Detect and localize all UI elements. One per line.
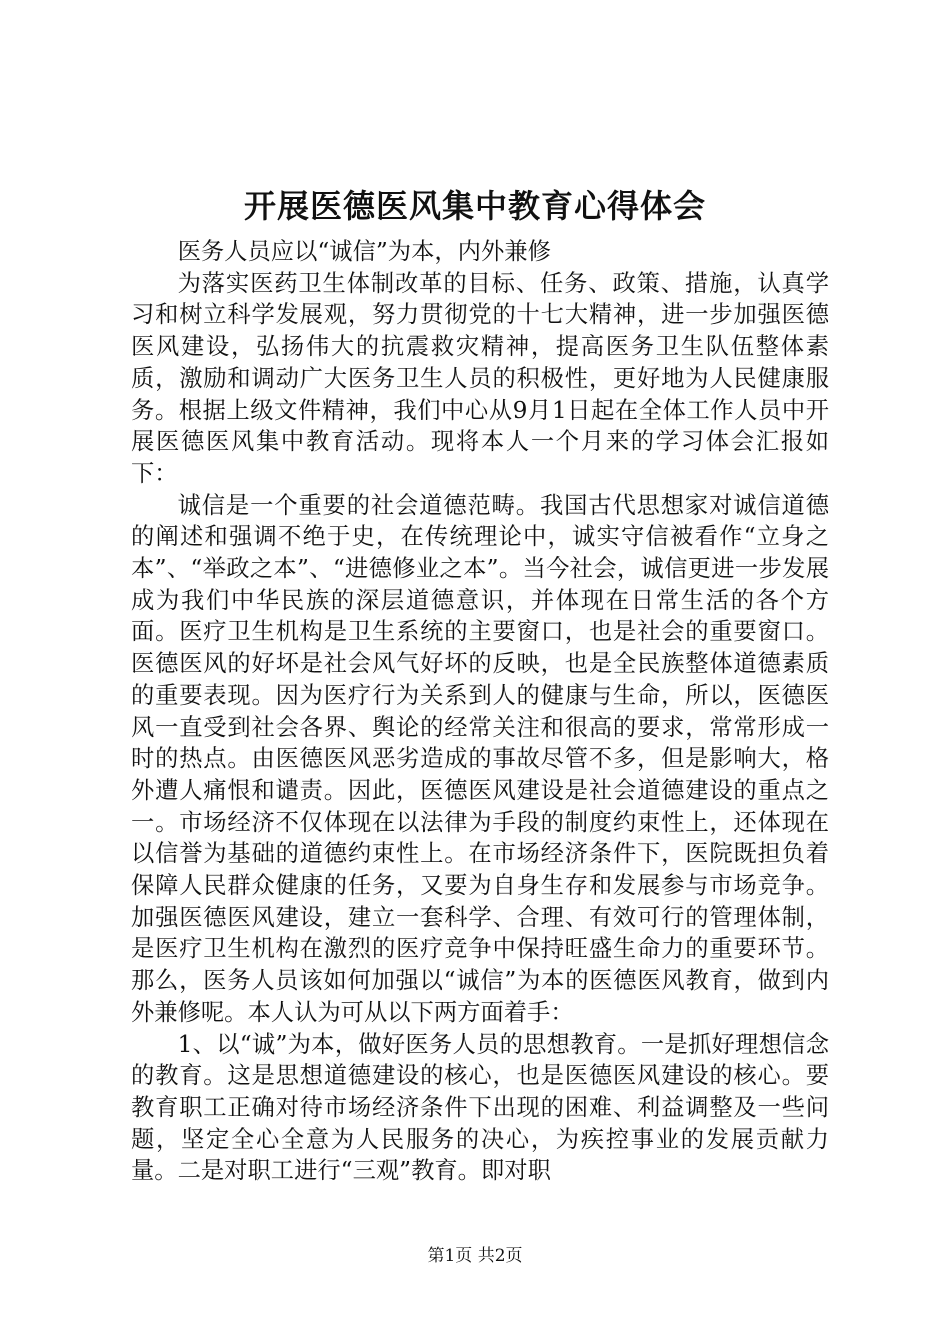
paragraph-integrity: 诚信是一个重要的社会道德范畴。我国古代思想家对诚信道德的阐述和强调不绝于史，在传统理论中，诚实守信被看作“立身之本”、“举政之本”、“进德修业之本”。当今社会，诚信更进一步发展成为我们中华民族的深层道德意识，并体现在日常生活的各个方面。医疗卫生机构是卫生系统的主要窗口，也是社会的重要窗口。医德医风的好坏是社会风气好坏的反映，也是全民族整体道德素质的重要表现。因为医疗行为关系到人的健康与生命，所以，医德医风一直受到社会各界、舆论的经常关注和很高的要求，常常形成一时的热点。由医德医风恶劣造成的事故尽管不多，但是影响大，格外遭人痛恨和谴责。因此，医德医风建设是社会道德建设的重点之一。市场经济不仅体现在以法律为手段的制度约束性上，还体现在以信誉为基础的道德约束性上。在市场经济条件下，医院既担负着保障人民群众健康的任务，又要为自身生存和发展参与市场竞争。加强医德医风建设，建立一套科学、合理、有效可行的管理体制，是医疗卫生机构在激烈的医疗竞争中保持旺盛生命力的重要环节。那么，医务人员该如何加强以“诚信”为本的医德医风教育，做到内外兼修呢。本人认为可从以下两方面着手： (131, 491, 829, 1026)
page-footer: 第1页 共2页 (427, 1246, 523, 1266)
paragraph-intro: 为落实医药卫生体制改革的目标、任务、政策、措施，认真学习和树立科学发展观，努力贯彻党的十七大精神，进一步加强医德医风建设，弘扬伟大的抗震救灾精神，提高医务卫生队伍整体素质，激励和调动广大医务卫生人员的积极性，更好地为人民健康服务。根据上级文件精神，我们中心从9月1日起在全体工作人员中开展医德医风集中教育活动。现将本人一个月来的学习体会汇报如下： (131, 269, 829, 487)
subtitle: 医务人员应以“诚信”为本，内外兼修 (177, 238, 551, 265)
paragraph-point-one: 1、以“诚”为本，做好医务人员的思想教育。一是抓好理想信念的教育。这是思想道德建设的核心，也是医德医风建设的核心。要教育职工正确对待市场经济条件下出现的困难、利益调整及一些问题，坚定全心全意为人民服务的决心，为疾控事业的发展贡献力量。二是对职工进行“三观”教育。即对职 (131, 1030, 829, 1185)
page-title: 开展医德医风集中教育心得体会 (243, 187, 706, 225)
document-body (131, 236, 829, 1187)
